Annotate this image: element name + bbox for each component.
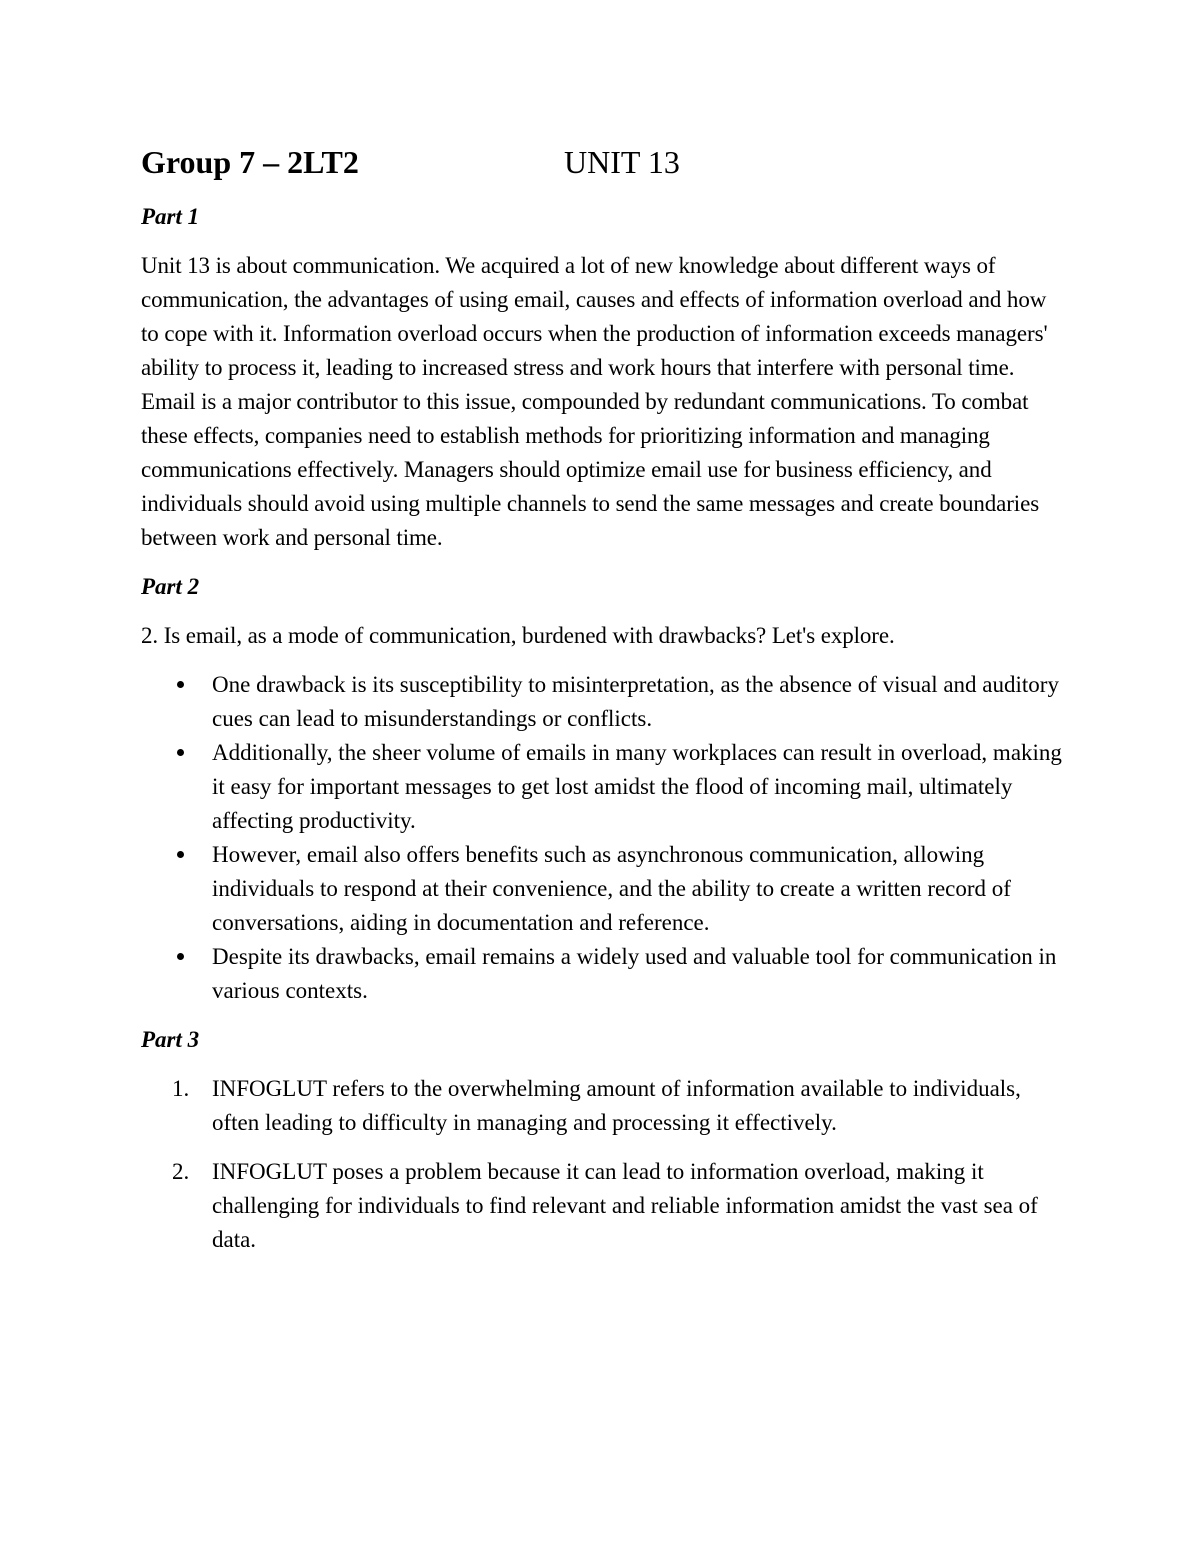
bullet-icon xyxy=(177,681,184,688)
numbered-item-text: INFOGLUT poses a problem because it can lead to information overload, making it challenging for individuals to find relevant and reliable information amidst the vast sea of data. xyxy=(212,1159,1038,1252)
document-page xyxy=(141,140,1066,1272)
part-3-section xyxy=(141,1023,1066,1257)
part-1-section xyxy=(141,200,1066,555)
part-2-section xyxy=(141,570,1066,1008)
bullet-item xyxy=(141,736,1062,838)
numbered-item xyxy=(141,1072,1062,1140)
numbered-item-text: INFOGLUT refers to the overwhelming amount of information available to individuals, often leading to difficulty in managing and processing it effectively. xyxy=(212,1076,1021,1135)
bullet-text: Additionally, the sheer volume of emails in many workplaces can result in overload, making it easy for important messages to get lost amidst the flood of incoming mail, ultimately affecting productivity. xyxy=(212,740,1062,833)
list-number: 1. xyxy=(172,1076,190,1101)
part-1-heading: Part 1 xyxy=(141,204,200,229)
bullet-text: One drawback is its susceptibility to misinterpretation, as the absence of visual and auditory cues can lead to misunderstandings or conflicts. xyxy=(212,672,1059,731)
document-title-row xyxy=(141,140,1066,184)
group-title: Group 7 – 2LT2 xyxy=(141,144,359,180)
bullet-text: Despite its drawbacks, email remains a widely used and valuable tool for communication in various contexts. xyxy=(212,944,1057,1003)
part-2-heading: Part 2 xyxy=(141,574,200,599)
bullet-icon xyxy=(177,851,184,858)
part-1-paragraph: Unit 13 is about communication. We acquired a lot of new knowledge about different ways of communication, the advantages of using email, causes and effects of information overload and how to cope with it. Information overload occurs when the production of information exceeds managers' ability to process it, leading to increased stress and work hours that interfere with personal time. Email is a major contributor to this issue, compounded by redundant communications. To combat these effects, companies need to establish methods for prioritizing information and managing communications effectively. Managers should optimize email use for business efficiency, and individuals should avoid using multiple channels to send the same messages and create boundaries between work and personal time. xyxy=(141,253,1048,550)
numbered-item xyxy=(141,1155,1062,1257)
bullet-text: However, email also offers benefits such as asynchronous communication, allowing individuals to respond at their convenience, and the ability to create a written record of conversations, aiding in documentation and reference. xyxy=(212,842,1011,935)
part-3-heading: Part 3 xyxy=(141,1027,200,1052)
bullet-item xyxy=(141,940,1062,1008)
list-number: 2. xyxy=(172,1159,190,1184)
bullet-item xyxy=(141,838,1062,940)
part-3-numbered-list xyxy=(141,1072,1066,1257)
unit-title: UNIT 13 xyxy=(564,144,680,180)
bullet-icon xyxy=(177,953,184,960)
bullet-item xyxy=(141,668,1062,736)
bullet-icon xyxy=(177,749,184,756)
part-2-question: 2. Is email, as a mode of communication, burdened with drawbacks? Let's explore. xyxy=(141,623,895,648)
part-2-bullet-list xyxy=(141,668,1066,1008)
